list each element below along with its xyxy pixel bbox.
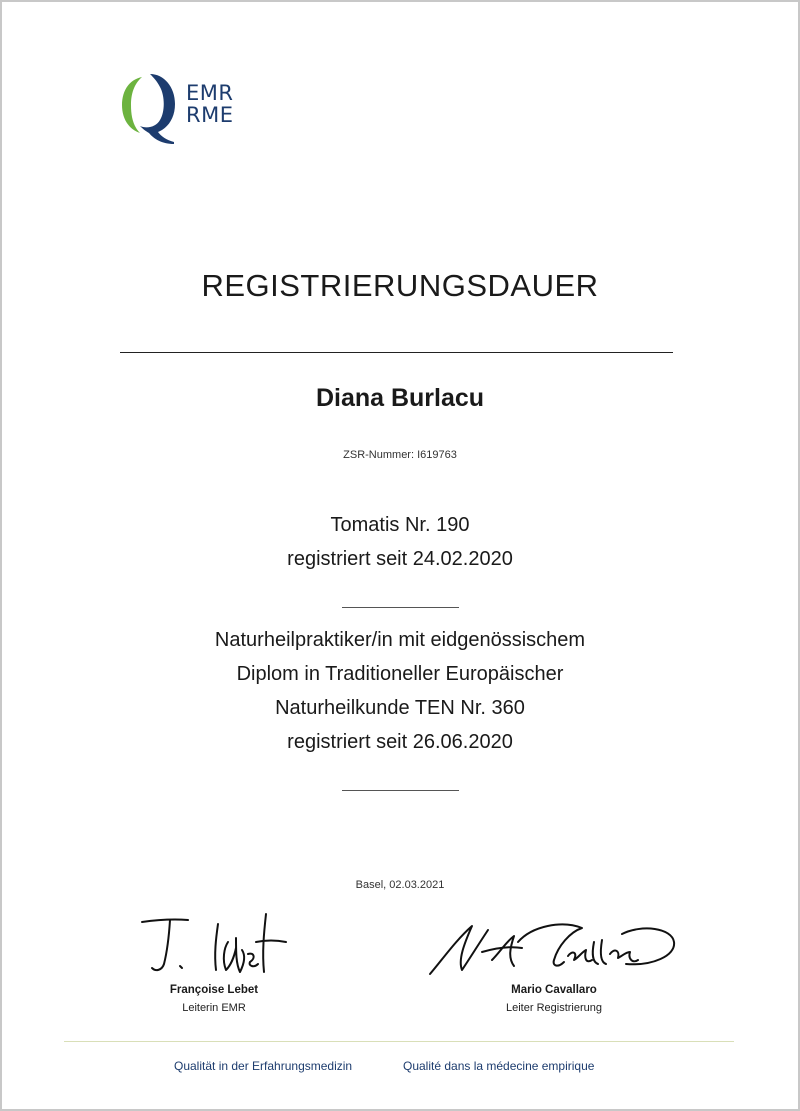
place-date: Basel, 02.03.2021: [355, 879, 445, 891]
emr-logo: [120, 72, 260, 146]
section-separator: [342, 607, 459, 608]
footer-tagline-french: Qualité dans la médecine empirique: [403, 1059, 595, 1073]
q-logo-icon: [120, 72, 180, 146]
document-title: REGISTRIERUNGSDAUER: [201, 268, 599, 303]
zsr-number: ZSR-Nummer: I619763: [343, 449, 457, 461]
signatory-role: Leiter Registrierung: [506, 1002, 602, 1014]
registration-block-2: [0, 623, 800, 759]
registration-2-line-2: Diplom in Traditioneller Europäischer: [236, 663, 564, 685]
registration-1-method: Tomatis Nr. 190: [330, 514, 470, 536]
signatory-name: Françoise Lebet: [169, 984, 259, 996]
registration-2-since: registriert seit 26.06.2020: [287, 731, 513, 753]
signatory-name: Mario Cavallaro: [511, 984, 597, 996]
section-separator: [342, 790, 459, 791]
logo-text: [186, 82, 233, 126]
registration-1-since: registriert seit 24.02.2020: [287, 548, 513, 570]
signature-cavallaro: [422, 912, 684, 980]
footer-tagline-german: Qualität in der Erfahrungsmedizin: [174, 1059, 353, 1073]
signatory-lebet: [104, 981, 324, 1017]
signatory-role: Leiterin EMR: [182, 1002, 246, 1014]
logo-line-2: RME: [186, 103, 234, 127]
signatory-cavallaro: [444, 981, 664, 1017]
registration-2-line-1: Naturheilpraktiker/in mit eidgenössischem: [214, 629, 586, 651]
registrant-name: Diana Burlacu: [315, 384, 485, 412]
registration-2-line-3: Naturheilkunde TEN Nr. 360: [275, 697, 525, 719]
signature-lebet: [136, 908, 292, 980]
footer-divider: [64, 1041, 734, 1042]
registration-block-1: [0, 508, 800, 576]
title-divider: [120, 352, 673, 353]
logo-line-1: EMR: [186, 81, 234, 105]
